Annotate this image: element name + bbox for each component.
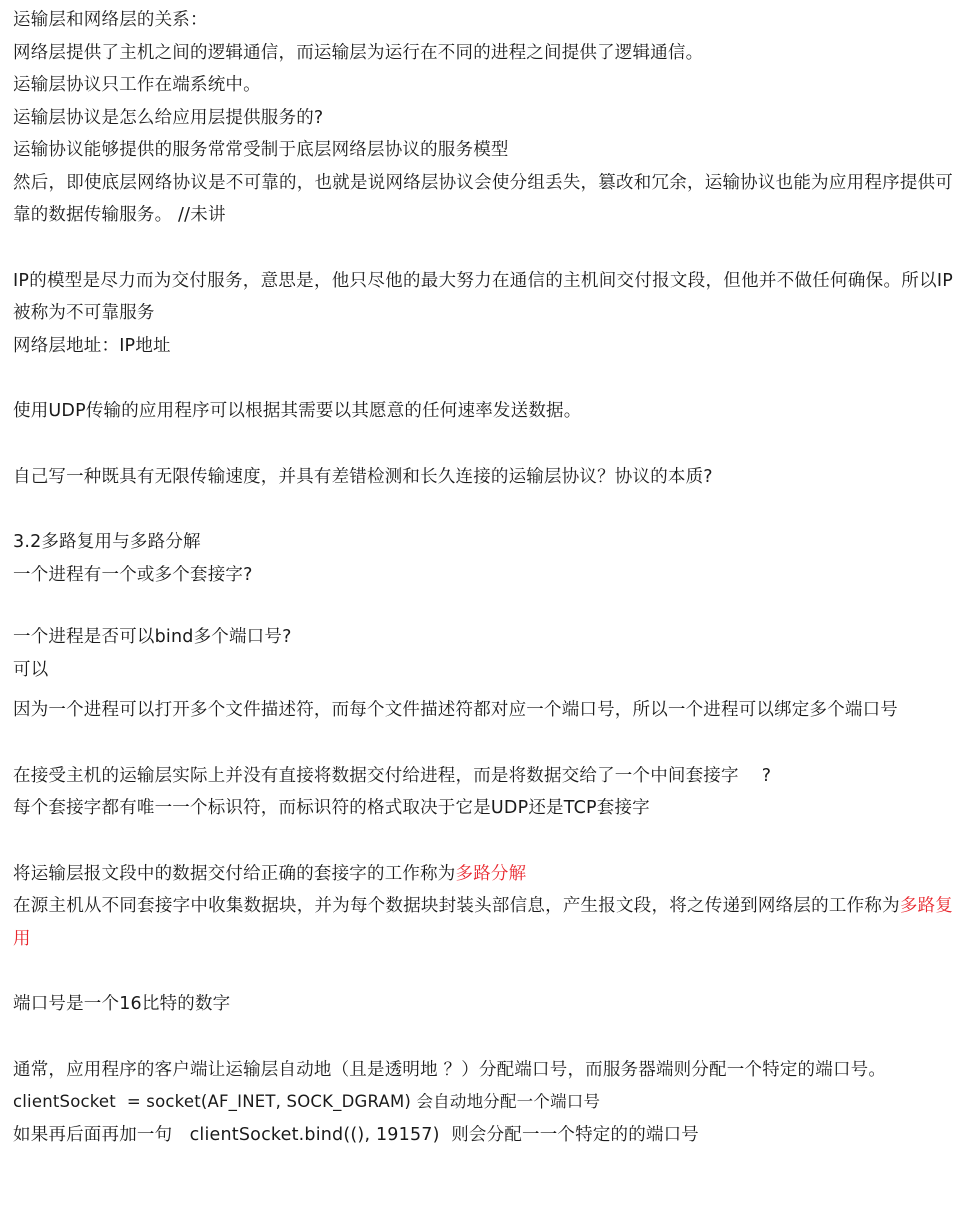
mux-text: 在源主机从不同套接字中收集数据块，并为每个数据块封装头部信息，产生报文段，将之传递到网络层的工作称为	[13, 896, 900, 916]
blank-line	[13, 362, 953, 395]
text-line: 使用UDP传输的应用程序可以根据其需要以其愿意的任何速率发送数据。	[13, 401, 582, 421]
text-line: 网络层地址：IP地址	[13, 335, 171, 356]
text-line: 一个进程有一个或多个套接字?	[13, 564, 253, 585]
text-line: 运输协议能够提供的服务常常受制于底层网络层协议的服务模型	[13, 140, 509, 160]
text-line: 一个进程是否可以bind多个端口号?	[13, 627, 292, 647]
blank-line	[13, 825, 953, 858]
text-line: 网络层提供了主机之间的逻辑通信，而运输层为运行在不同的进程之间提供了逻辑通信。	[13, 42, 704, 63]
text-paragraph: 然后，即使底层网络协议是不可靠的，也就是说网络层协议会使分组丢失，篡改和冗余，运输协议也能为应用程序提供可靠的数据传输服务。 //未讲	[13, 172, 953, 225]
text-line: 端口号是一个16比特的数字	[13, 994, 231, 1014]
code-line: 如果再后面再加一句 clientSocket.bind((), 19157) 则会分配一一个特定的的端口号	[13, 1124, 699, 1145]
text-paragraph: 通常，应用程序的客户端让运输层自动地（且是透明地 ？）分配端口号，而服务器端则分配一个特定的端口号。	[13, 1059, 887, 1080]
text-line: 运输层协议只工作在端系统中。	[13, 75, 261, 95]
blank-line	[13, 232, 953, 265]
section-heading: 3.2多路复用与多路分解	[13, 532, 201, 552]
demux-text: 将运输层报文段中的数据交付给正确的套接字的工作称为	[13, 863, 456, 884]
demux-definition	[13, 858, 953, 891]
blank-line	[13, 428, 953, 461]
blank-line	[13, 493, 953, 526]
text-line: 运输层协议是怎么给应用层提供服务的?	[13, 107, 324, 128]
text-line: 可以	[13, 659, 49, 680]
text-paragraph: IP的模型是尽力而为交付服务，意思是，他只尽他的最大努力在通信的主机间交付报文段，但他并不做任何确保。所以IP被称为不可靠服务	[13, 270, 953, 323]
mux-term: 多路复用	[13, 896, 954, 949]
blank-line	[13, 955, 953, 988]
document-body	[13, 4, 953, 1151]
mux-definition	[13, 890, 953, 955]
blank-line	[13, 1021, 953, 1054]
text-line: 在接受主机的运输层实际上并没有直接将数据交付给进程，而是将数据交给了一个中间套接字 ?	[13, 765, 772, 786]
blank-line	[13, 591, 953, 621]
small-gap	[13, 686, 953, 694]
text-paragraph: 因为一个进程可以打开多个文件描述符，而每个文件描述符都对应一个端口号，所以一个进程可以绑定多个端口号	[13, 700, 898, 720]
text-line: 自己写一种既具有无限传输速度，并具有差错检测和长久连接的运输层协议？协议的本质?	[13, 466, 713, 487]
code-line: clientSocket = socket(AF_INET, SOCK_DGRAM) 会自动地分配一个端口号	[13, 1092, 601, 1111]
blank-line	[13, 727, 953, 760]
text-line: 每个套接字都有唯一一个标识符，而标识符的格式取决于它是UDP还是TCP套接字	[13, 798, 650, 818]
text-line: 运输层和网络层的关系：	[13, 10, 208, 30]
demux-term: 多路分解	[455, 863, 527, 884]
